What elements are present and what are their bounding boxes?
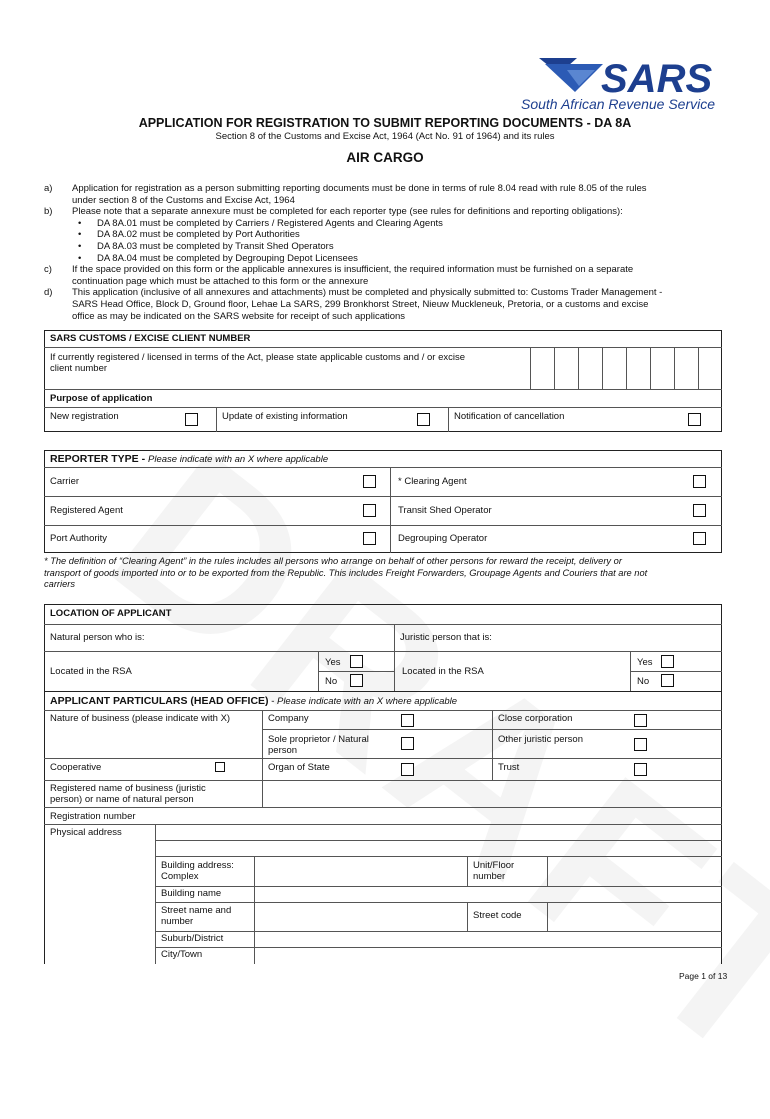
divider	[630, 671, 722, 672]
client-number-heading: SARS CUSTOMS / EXCISE CLIENT NUMBER	[50, 333, 251, 344]
close-corporation-checkbox[interactable]	[634, 714, 647, 727]
juristic-person-label: Juristic person that is:	[400, 632, 492, 643]
city-label: City/Town	[161, 949, 203, 960]
clearing-agent-checkbox[interactable]	[693, 475, 706, 488]
note-a-label: a)	[44, 183, 53, 194]
divider	[547, 902, 548, 931]
footnote-line: transport of goods imported into or to be exported from the Republic. This includes Freight Forwarders, Groupage Agents and Couriers that are not	[44, 567, 648, 578]
note-d-line2: SARS Head Office, Block D, Ground floor, Lehae La SARS, 299 Bronkhorst Street, Nieuw Muckleneuk, Pretoria, or a customs and excise	[72, 299, 649, 310]
port-authority-checkbox[interactable]	[363, 532, 376, 545]
transit-shed-label: Transit Shed Operator	[398, 505, 492, 516]
note-c-label: c)	[44, 264, 52, 276]
unit-floor-label-2: number	[473, 871, 506, 882]
juristic-no-label: No	[637, 676, 650, 687]
registered-agent-checkbox[interactable]	[363, 504, 376, 517]
client-number-input[interactable]	[530, 347, 722, 389]
juristic-no-checkbox[interactable]	[661, 674, 674, 687]
note-c-line2: continuation page which must be attached to this form or the annexure	[72, 275, 369, 287]
bullet-item: DA 8A.01 must be completed by Carriers / Registered Agents and Clearing Agents	[97, 217, 443, 229]
organ-of-state-label: Organ of State	[268, 762, 330, 773]
divider	[467, 902, 468, 931]
registered-agent-label: Registered Agent	[50, 505, 123, 516]
form-title: APPLICATION FOR REGISTRATION TO SUBMIT REPORTING DOCUMENTS - DA 8A	[138, 116, 632, 130]
divider	[155, 840, 722, 841]
degrouping-checkbox[interactable]	[693, 532, 706, 545]
note-d-line1: This application (inclusive of all annexures and attachments) must be completed and physically submitted to: Customs Trader Management -	[72, 287, 663, 299]
bullet-icon: •	[78, 229, 82, 241]
sole-proprietor-label: Sole proprietor / Natural	[268, 734, 369, 745]
natural-yes-checkbox[interactable]	[350, 655, 363, 668]
bullet-item: DA 8A.04 must be completed by Degrouping Depot Licensees	[97, 252, 358, 264]
reporter-type-note: Please indicate with an X where applicable	[148, 454, 329, 465]
new-registration-label: New registration	[50, 411, 119, 422]
note-b-label: b)	[44, 206, 53, 218]
nature-of-business-label: Nature of business (please indicate with X)	[50, 713, 231, 724]
registered-name-label-2: person) or name of natural person	[50, 794, 194, 805]
new-registration-checkbox[interactable]	[185, 413, 198, 426]
footnote-line: * The definition of “Clearing Agent” in the rules includes all persons who arrange on behalf of other persons for reward the receipt, delivery or	[44, 556, 622, 566]
building-name-label: Building name	[161, 888, 222, 899]
cancellation-label: Notification of cancellation	[454, 411, 565, 422]
physical-address-label: Physical address	[50, 827, 122, 838]
divider	[44, 389, 722, 390]
divider	[155, 947, 722, 948]
divider	[216, 407, 217, 432]
suburb-label: Suburb/District	[161, 933, 224, 944]
other-juristic-label: Other juristic person	[498, 734, 584, 745]
natural-yes-label: Yes	[325, 657, 341, 668]
registration-number-label: Registration number	[50, 811, 136, 822]
particulars-heading-text: APPLICANT PARTICULARS (HEAD OFFICE)	[50, 695, 269, 707]
bullet-icon: •	[78, 252, 82, 264]
street-name-label: Street name and	[161, 905, 232, 916]
sars-logo	[515, 52, 730, 118]
bullet-item: DA 8A.02 must be completed by Port Authorities	[97, 229, 300, 241]
company-label: Company	[268, 713, 309, 724]
street-name-label-2: number	[161, 916, 194, 927]
clearing-agent-footnote	[44, 556, 728, 591]
clearing-agent-label: * Clearing Agent	[398, 476, 467, 487]
organ-of-state-checkbox[interactable]	[401, 763, 414, 776]
divider	[44, 651, 722, 652]
natural-no-checkbox[interactable]	[350, 674, 363, 687]
divider	[155, 824, 156, 964]
divider	[155, 886, 722, 887]
sole-proprietor-checkbox[interactable]	[401, 737, 414, 750]
client-number-prompt-2: client number	[50, 363, 108, 374]
transit-shed-checkbox[interactable]	[693, 504, 706, 517]
note-a-line1: Application for registration as a person submitting reporting documents must be done in terms of rule 8.04 read with rule 8.05 of the rules	[72, 183, 647, 194]
divider	[44, 758, 722, 759]
divider	[318, 671, 394, 672]
logo-text: SARS	[601, 57, 713, 101]
section-title: AIR CARGO	[346, 150, 424, 165]
carrier-label: Carrier	[50, 476, 80, 487]
registered-name-input[interactable]	[264, 781, 720, 806]
cooperative-label: Cooperative	[50, 762, 102, 773]
juristic-yes-checkbox[interactable]	[661, 655, 674, 668]
divider	[155, 856, 722, 857]
unit-floor-label: Unit/Floor	[473, 860, 515, 871]
reporter-type-heading-text: REPORTER TYPE -	[50, 453, 149, 465]
bullet-icon: •	[78, 217, 82, 229]
divider	[44, 807, 722, 808]
note-b-line1: Please note that a separate annexure must be completed for each reporter type (see rules for definitions and reporting obligations):	[72, 206, 623, 218]
divider	[44, 624, 722, 625]
note-d-label: d)	[44, 287, 53, 299]
carrier-checkbox[interactable]	[363, 475, 376, 488]
divider	[44, 525, 722, 526]
form-subtitle: Section 8 of the Customs and Excise Act, 1964 (Act No. 91 of 1964) and its rules	[215, 131, 555, 142]
company-checkbox[interactable]	[401, 714, 414, 727]
street-code-label: Street code	[473, 910, 522, 921]
divider	[44, 496, 722, 497]
client-number-prompt: If currently registered / licensed in terms of the Act, please state applicable customs and / or excise	[50, 352, 466, 363]
note-a-line2: under section 8 of the Customs and Excise Act, 1964	[72, 194, 295, 206]
note-d-line3: office as may be indicated on the SARS website for receipt of such applications	[72, 310, 406, 322]
divider	[390, 467, 391, 553]
divider	[44, 824, 722, 825]
particulars-note: - Please indicate with an X where applicable	[268, 696, 458, 707]
divider	[262, 710, 263, 780]
particulars-heading	[50, 695, 457, 707]
divider	[155, 902, 722, 903]
divider	[467, 856, 468, 886]
cancellation-checkbox[interactable]	[688, 413, 701, 426]
divider	[394, 624, 395, 691]
org-name: South African Revenue Service	[521, 96, 716, 112]
bullet-item: DA 8A.03 must be completed by Transit Shed Operators	[97, 241, 334, 252]
divider	[448, 407, 449, 432]
purpose-heading: Purpose of application	[50, 393, 153, 404]
reporter-type-heading	[50, 453, 328, 465]
port-authority-label: Port Authority	[50, 533, 108, 544]
divider	[262, 780, 263, 807]
reporter-type-section	[44, 450, 722, 553]
intro-notes	[44, 183, 720, 323]
divider	[44, 467, 722, 468]
juristic-yes-label: Yes	[637, 657, 653, 668]
natural-person-label: Natural person who is:	[50, 632, 145, 643]
bullet-icon: •	[78, 241, 82, 252]
close-corporation-label: Close corporation	[498, 713, 573, 724]
sole-proprietor-label-2: person	[268, 745, 298, 756]
location-heading: LOCATION OF APPLICANT	[50, 608, 172, 619]
update-info-label: Update of existing information	[222, 411, 348, 422]
cooperative-checkbox[interactable]	[215, 762, 225, 772]
update-info-checkbox[interactable]	[417, 413, 430, 426]
registered-name-label: Registered name of business (juristic	[50, 783, 206, 794]
divider	[262, 729, 722, 730]
divider	[44, 710, 722, 711]
divider	[44, 691, 722, 692]
note-c-line1: If the space provided on this form or the applicable annexures is insufficient, the required information must be furnished on a separate	[72, 264, 634, 276]
divider	[44, 407, 722, 408]
natural-located-rsa-label: Located in the RSA	[50, 666, 132, 677]
divider	[492, 710, 493, 780]
building-address-label: Building address:	[161, 860, 234, 871]
footnote-line: carriers	[44, 579, 75, 589]
page-number: Page 1 of 13	[679, 971, 728, 981]
degrouping-label: Degrouping Operator	[398, 533, 488, 544]
other-juristic-checkbox[interactable]	[634, 738, 647, 751]
trust-label: Trust	[498, 762, 520, 773]
natural-no-label: No	[325, 676, 338, 687]
divider	[155, 931, 722, 932]
trust-checkbox[interactable]	[634, 763, 647, 776]
juristic-located-rsa-label: Located in the RSA	[402, 666, 484, 677]
divider	[547, 856, 548, 886]
building-address-label-2: Complex	[161, 871, 199, 882]
